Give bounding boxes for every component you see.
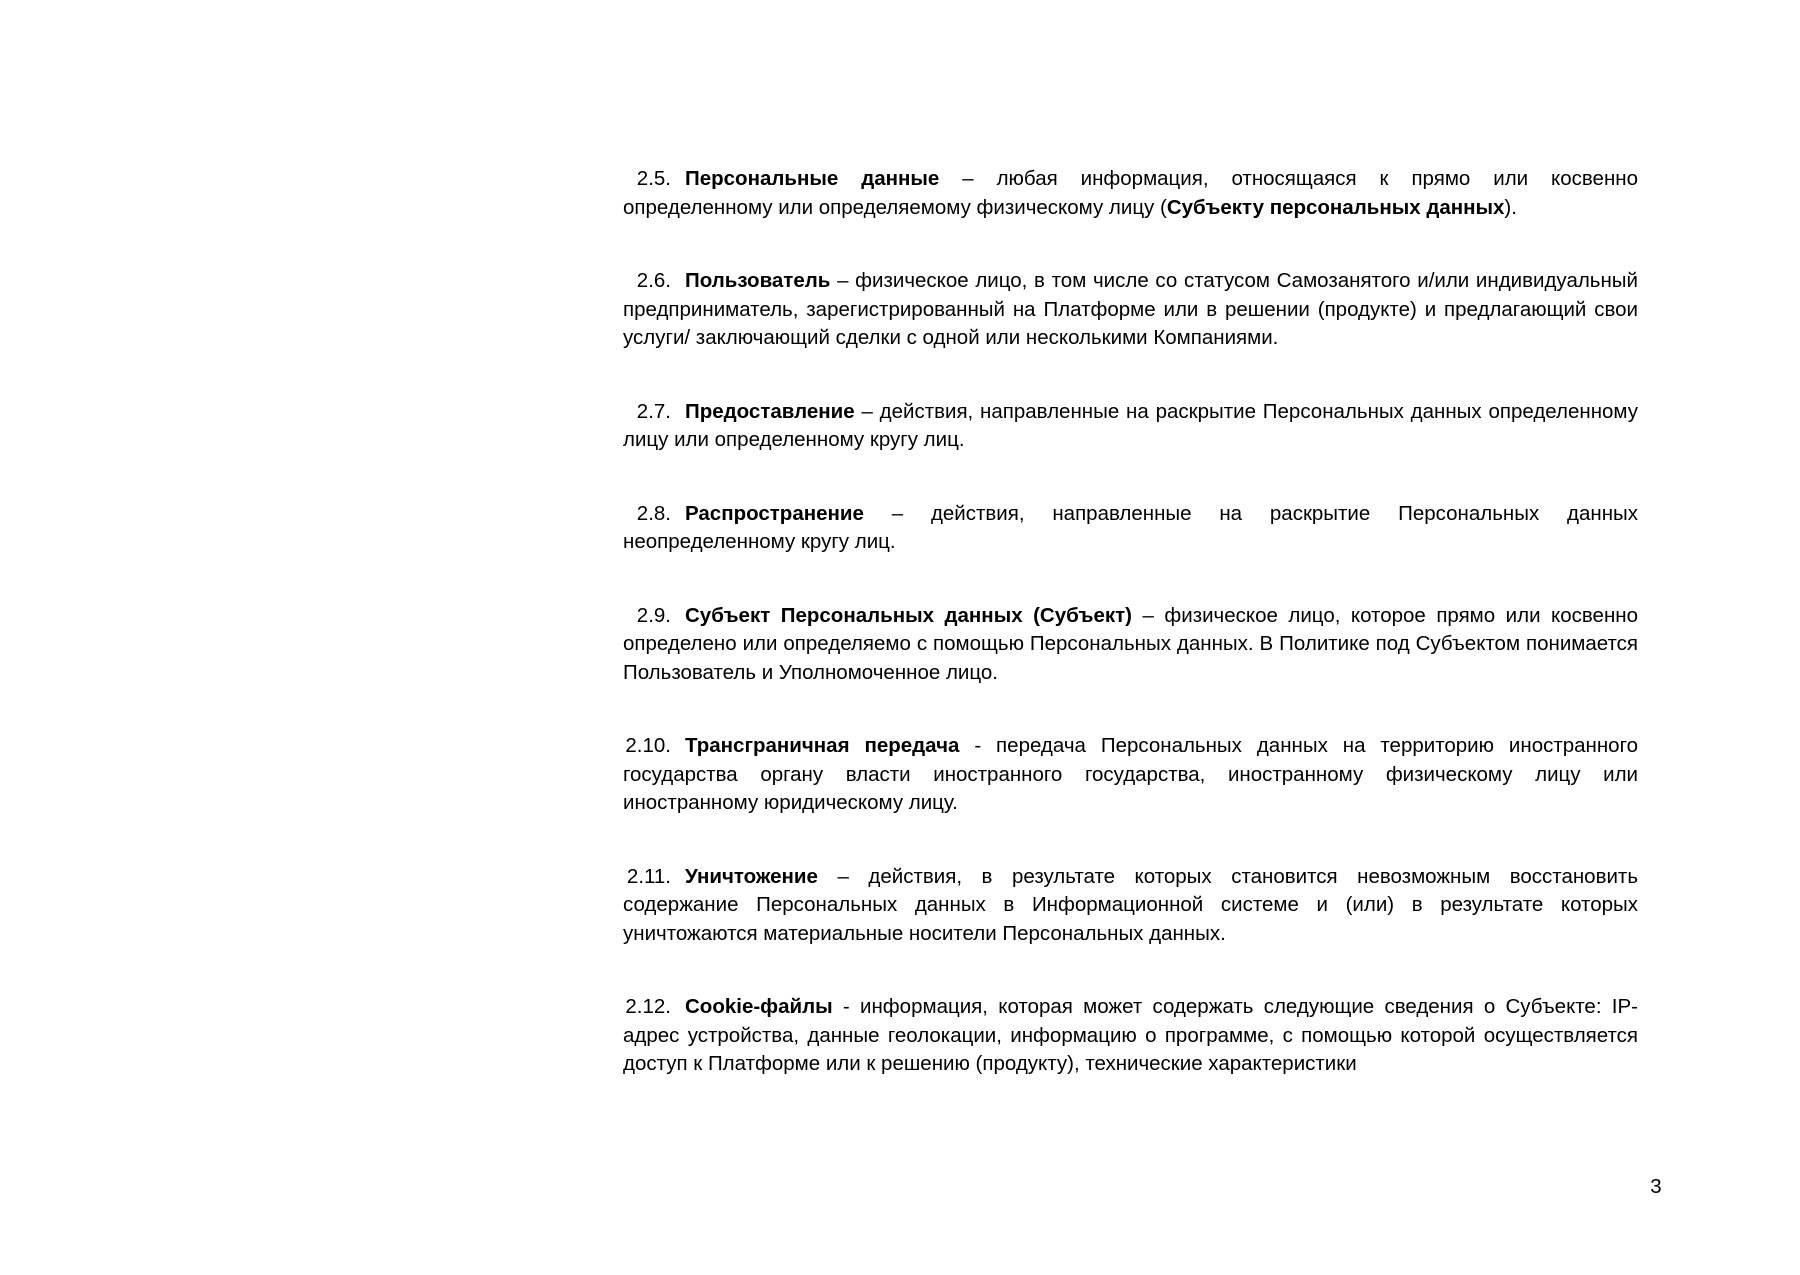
clause-term-secondary: Субъекту персональных данных	[1166, 195, 1505, 219]
clause-2-10	[623, 732, 1638, 818]
clause-number: 2.6.	[636, 269, 671, 292]
clause-term: Субъект Персональных данных (Субъект)	[685, 603, 1132, 627]
clause-text: – действия, направленные на раскрытие Персональных данных неопределенному кругу лиц.	[623, 501, 1638, 553]
clause-term: Cookie-файлы	[685, 995, 833, 1018]
clause-text: – любая информация, относящаяся к прямо или косвенно определенному или определяемому физическому лицу (	[623, 167, 1639, 219]
clause-2-12	[623, 993, 1638, 1079]
clause-text: – физическое лицо, которое прямо или косвенно определено или определяемо с помощью Персональных данных. В Политике под Субъектом понимается Пользователь и Уполномоченное лицо.	[623, 603, 1638, 684]
clause-2-7	[623, 398, 1638, 455]
clause-text: - передача Персональных данных на территорию иностранного государства органу власти иностранного государства, иностранному физическому лицу или иностранному юридическому лицу.	[623, 734, 1639, 814]
clause-term: Уничтожение	[685, 864, 818, 888]
clause-2-9	[623, 602, 1638, 688]
clause-text: – действия, направленные на раскрытие Персональных данных определенному лицу или определенному кругу лиц.	[623, 399, 1638, 451]
clause-2-11	[623, 863, 1638, 949]
clause-text: - информация, которая может содержать следующие сведения о Субъекте: IP-адрес устройства, данные геолокации, информацию о программе, с помощью которой осуществляется доступ к Платформе или к решению (продукту), технические характеристики	[623, 995, 1638, 1075]
clause-term: Распространение	[685, 501, 864, 525]
clause-term: Пользователь	[685, 269, 831, 292]
clause-number: 2.7.	[636, 399, 671, 423]
clause-number: 2.5.	[636, 167, 671, 190]
page-number: 3	[1650, 1175, 1662, 1198]
clause-number: 2.12.	[625, 995, 671, 1018]
clause-number: 2.9.	[636, 603, 671, 627]
clause-2-6	[623, 267, 1638, 353]
clause-term: Трансграничная передача	[685, 734, 960, 757]
clause-text: – физическое лицо, в том числе со статусом Самозанятого и/или индивидуальный предприниматель, зарегистрированный на Платформе или в решении (продукте) и предлагающий свои услуги/ заключающий сделки с одной или несколькими Компаниями.	[623, 269, 1638, 349]
clause-term: Персональные данные	[685, 167, 940, 190]
clause-number: 2.10.	[625, 734, 671, 757]
clause-text-end: ).	[1504, 195, 1517, 219]
clause-number: 2.8.	[636, 501, 671, 525]
clause-term: Предоставление	[685, 399, 855, 423]
definitions-section	[623, 165, 1638, 1124]
clause-2-5	[623, 165, 1638, 222]
clause-text: – действия, в результате которых становится невозможным восстановить содержание Персональных данных в Информационной системе и (или) в результате которых уничтожаются материальные носители Персональных данных.	[623, 864, 1638, 945]
clause-2-8	[623, 500, 1638, 557]
clause-number: 2.11.	[626, 864, 671, 888]
